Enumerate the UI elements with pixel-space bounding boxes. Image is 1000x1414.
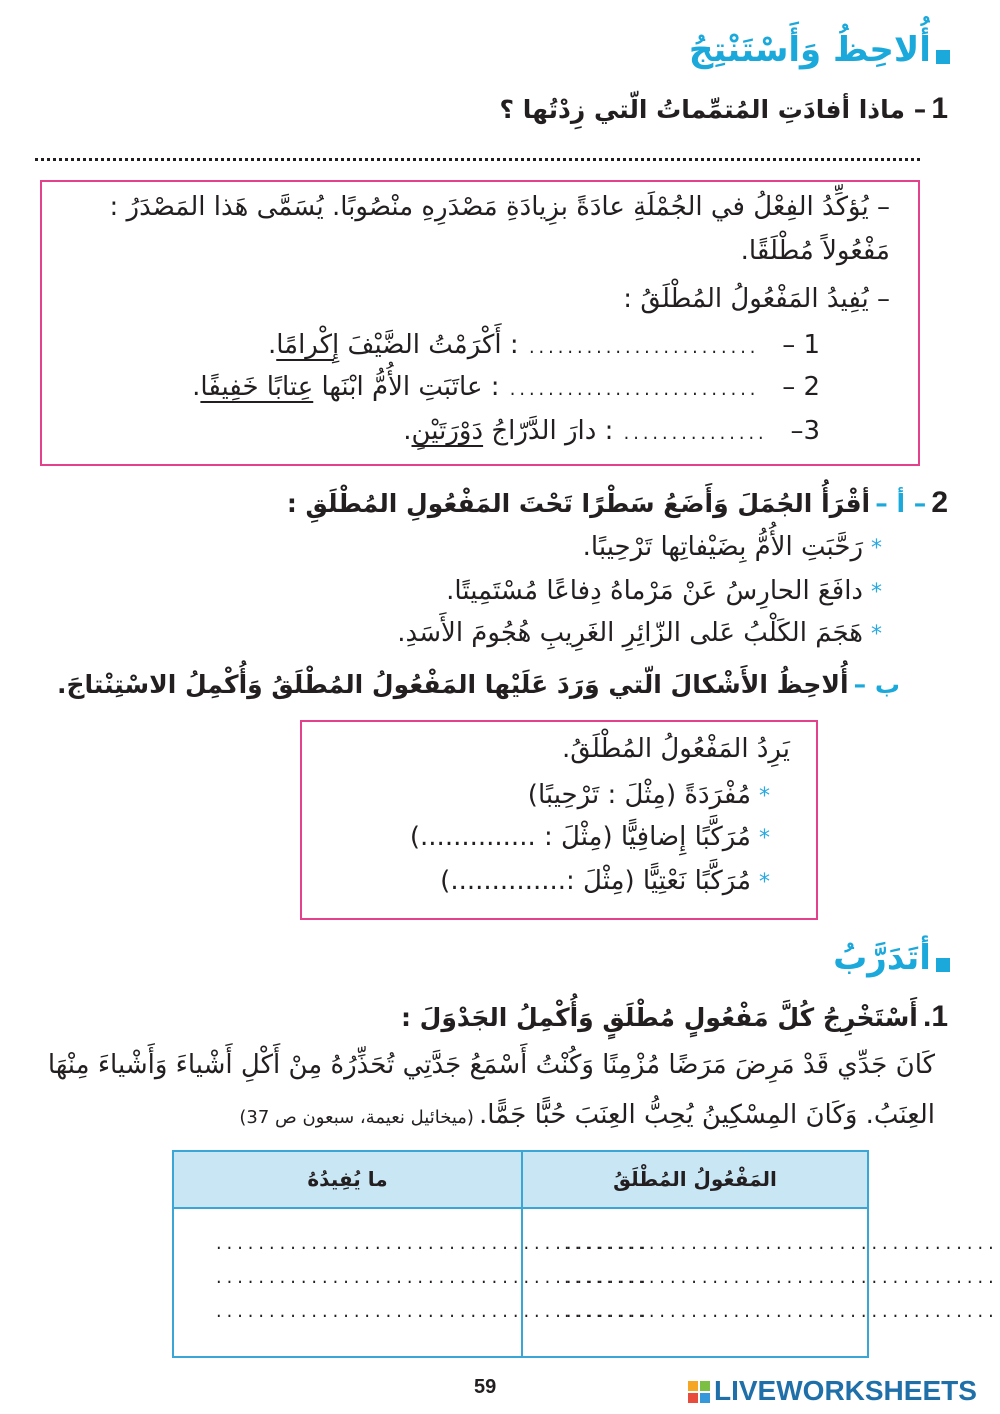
question-2	[48, 486, 948, 520]
sentence-2[interactable]	[82, 576, 882, 606]
sentence-text[interactable]: رَحَّبَتِ الأُمُّ بِضَيْفاتِها تَرْحِيبًا.	[582, 532, 863, 562]
question-number: 2	[931, 486, 948, 519]
question-text: أَسْتَخْرِجُ كُلَّ مَفْعُولٍ مُطْلَقٍ وَأُكْمِلُ الجَدْوَلَ :	[400, 1003, 918, 1032]
passage-line-1: كَانَ جَدِّي قَدْ مَرِضَ مَرَضًا مُزْمِنًا وَكُنْتُ أَسْمَعُ جَدَّتِي تُحَذِّرُهُ مِنْ أَكْلِ أَشْياءَ وَأَشْياءَ مِنْهَا	[47, 1050, 935, 1080]
rule-line-1: – يُؤكِّدُ الفِعْلُ في الجُمْلَةِ عادَةً بزِيادَةِ مَصْدَرِهِ منْصُوبًا. يُسَمَّى هَذا المَصْدَرُ :	[109, 192, 890, 222]
bullet-star-icon: *	[871, 536, 882, 561]
example-underlined-word: دَوْرَتَيْنِ	[411, 416, 484, 446]
answer-table	[172, 1150, 997, 1358]
example-period: .	[192, 372, 201, 402]
example-sentence: : عاتَبَتِ الأُمُّ ابْنَها	[313, 372, 500, 402]
example-underlined-word: إِكْرامًا	[276, 330, 340, 360]
part-b-instruction: أُلاحِظُ الأَشْكالَ الّتي وَرَدَ عَلَيْها المَفْعُولُ المُطْلَقُ وَأُكْمِلُ الاسْتِنْتاجَ.	[56, 670, 849, 699]
table-cell-meaning-3[interactable]: .........................................	[214, 1304, 649, 1322]
bullet-star-icon: *	[759, 870, 770, 895]
rule-example-3	[120, 416, 820, 446]
table-header-meaning: ما يُفِيدُهُ	[307, 1167, 388, 1191]
bullet-star-icon: *	[759, 784, 770, 809]
part-a-instruction: أقْرَأُ الجُمَلَ وَأَضَعُ سَطْرًا تَحْتَ المَفْعُولِ المُطْلَقِ :	[286, 489, 871, 518]
example-number: 2 –	[782, 372, 820, 402]
part-b	[50, 670, 900, 699]
passage-citation: (ميخائيل نعيمة، سبعون ص 37)	[239, 1107, 474, 1128]
example-sentence: : أَكْرَمْتُ الضَّيْفَ	[339, 330, 519, 360]
table-header-mafool: المَفْعُولُ المُطْلَقُ	[613, 1167, 777, 1191]
conclusion-item-2[interactable]	[320, 822, 770, 852]
question-number: 1	[931, 92, 948, 125]
sentence-text[interactable]: هَجَمَ الكَلْبُ عَلى الزّائِرِ الغَرِيبِ هُجُومَ الأَسَدِ.	[397, 618, 863, 648]
section-heading-observe	[50, 30, 950, 70]
conclusion-item-text[interactable]: مُرَكَّبًا نَعْتِيًّا (مِثْلَ :..............)	[440, 866, 751, 896]
part-b-label: ب –	[853, 670, 900, 699]
example-answer-blank[interactable]: ..........................	[507, 382, 758, 400]
passage-text: العِنَبُ. وَكَانَ المِسْكِينُ يُحِبُّ العِنَبَ حُبًّا جَمًّا.	[479, 1100, 935, 1130]
conclusion-item-text[interactable]: مُرَكَّبًا إِضافِيًّا (مِثْلَ : ..............)	[409, 822, 751, 852]
conclusion-item-text: مُفْرَدَةً (مِثْلَ : تَرْحِيبًا)	[527, 780, 751, 810]
sentence-text[interactable]: دافَعَ الحارِسُ عَنْ مَرْماهُ دِفاعًا مُسْتَمِيتًا.	[446, 576, 863, 606]
brand-name: LIVEWORKSHEETS	[714, 1375, 977, 1406]
brand-grid-icon	[688, 1381, 710, 1403]
conclusion-title: يَرِدُ المَفْعُولُ المُطْلَقُ.	[562, 734, 790, 764]
part-a-label: – أ –	[875, 489, 927, 518]
question-1	[48, 92, 948, 126]
page-number: 59	[474, 1376, 497, 1398]
bullet-star-icon: *	[871, 580, 882, 605]
answer-line[interactable]	[35, 158, 920, 161]
table-cell-mafool-3[interactable]: .........................................	[562, 1304, 997, 1322]
heading-square-icon	[936, 50, 950, 64]
example-period: .	[403, 416, 412, 446]
section-heading-text: أُلاحِظُ وَأَسْتَنْتِجُ	[688, 30, 931, 70]
example-period: .	[267, 330, 277, 360]
table-cell-meaning-1[interactable]: .........................................	[214, 1236, 649, 1254]
table-cell-mafool-2[interactable]: .........................................	[562, 1270, 997, 1288]
section-heading-practice	[50, 938, 950, 978]
example-number: 3–	[790, 416, 820, 446]
example-sentence: : دارَ الدَّرّاجُ	[483, 416, 614, 446]
bullet-star-icon: *	[871, 622, 882, 647]
question-number: 1.	[922, 1000, 948, 1033]
section-heading-text: أتَدَرَّبُ	[833, 938, 931, 978]
sentence-1[interactable]	[82, 532, 882, 562]
rule-line-2: مَفْعُولاً مُطْلَقًا.	[740, 236, 890, 266]
practice-question-1	[48, 1000, 948, 1034]
rule-example-2	[120, 372, 820, 402]
passage-line-2	[35, 1100, 935, 1130]
heading-square-icon	[936, 958, 950, 972]
example-answer-blank[interactable]: ...............	[621, 426, 766, 444]
table-cell-meaning-2[interactable]: .........................................	[214, 1270, 649, 1288]
table-cell-mafool-1[interactable]: .........................................	[562, 1236, 997, 1254]
example-underlined-word: عِتابًا خَفِيفًا	[200, 372, 314, 402]
rule-line-3: – يُفِيدُ المَفْعُولُ المُطْلَقُ :	[623, 284, 890, 314]
sentence-3[interactable]	[82, 618, 882, 648]
bullet-star-icon: *	[759, 826, 770, 851]
example-number: 1 –	[782, 330, 820, 360]
rule-example-1	[120, 330, 820, 360]
example-answer-blank[interactable]: ........................	[526, 340, 758, 358]
conclusion-item-1	[320, 780, 770, 810]
conclusion-item-3[interactable]	[320, 866, 770, 896]
liveworksheets-logo	[688, 1374, 1000, 1410]
question-text: – ماذا أفادَتِ المُتمِّماتُ الّتي زِدْتُها ؟	[499, 95, 927, 124]
